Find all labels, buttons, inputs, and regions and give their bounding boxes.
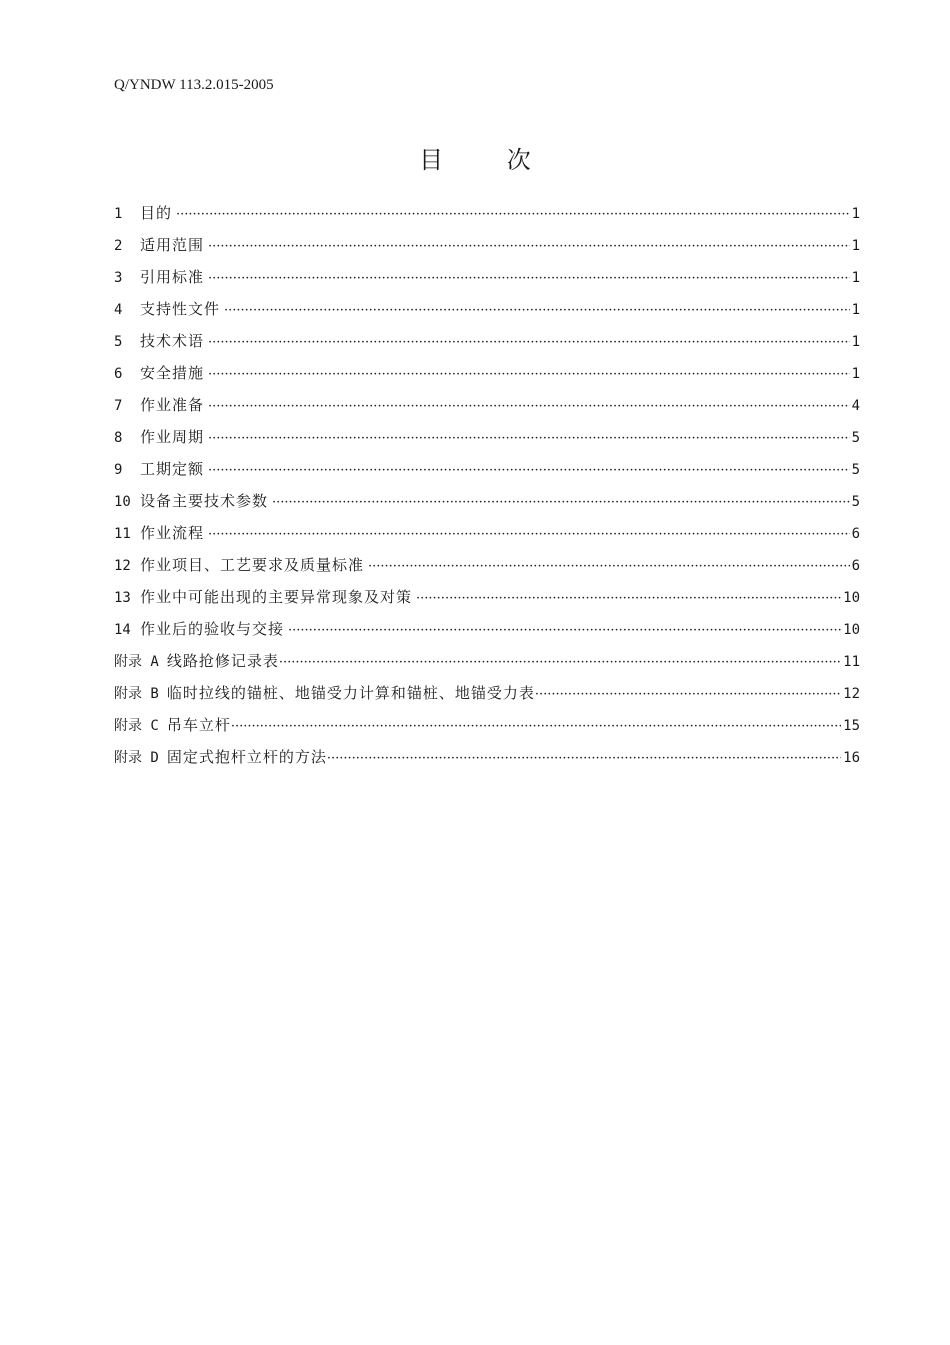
toc-entry-number: 8: [114, 430, 123, 446]
toc-entry-text: 安全措施: [140, 364, 205, 382]
toc-entry[interactable]: [114, 234, 860, 266]
toc-entry-text: 作业流程: [140, 524, 205, 542]
toc-entry-page: 1: [851, 334, 860, 350]
toc-entry-text: 支持性文件: [140, 300, 221, 318]
toc-entry[interactable]: [114, 330, 860, 362]
toc-leader: [208, 364, 850, 386]
toc-entry-page: 5: [851, 494, 860, 510]
toc-leader: [416, 588, 841, 610]
toc-entry-text: 引用标准: [140, 268, 205, 286]
table-of-contents: [114, 202, 860, 778]
toc-entry-text: 作业准备: [140, 396, 205, 414]
document-code: Q/YNDW 113.2.015-2005: [114, 77, 274, 93]
toc-entry-text: 技术术语: [140, 332, 205, 350]
toc-leader: [208, 268, 850, 290]
toc-entry-page: 1: [851, 302, 860, 318]
toc-entry-number: 附录 C: [114, 718, 159, 734]
toc-entry-page: 1: [851, 270, 860, 286]
toc-entry-text: 临时拉线的锚桩、地锚受力计算和锚桩、地锚受力表: [166, 684, 535, 702]
toc-leader: [368, 556, 850, 578]
toc-entry-text: 适用范围: [140, 236, 205, 254]
toc-entry-number: 5: [114, 334, 123, 350]
toc-leader: [208, 332, 850, 354]
toc-entry-number: 14: [114, 622, 131, 638]
toc-entry[interactable]: [114, 266, 860, 298]
toc-entry-appendix[interactable]: [114, 682, 860, 714]
toc-entry-text: 工期定额: [140, 460, 205, 478]
toc-entry-text: 目的: [140, 204, 173, 222]
toc-entry-number: 6: [114, 366, 123, 382]
toc-entry-page: 16: [843, 750, 860, 766]
toc-leader: [208, 396, 850, 418]
toc-entry[interactable]: [114, 586, 860, 618]
toc-entry-page: 1: [851, 366, 860, 382]
toc-leader: [208, 524, 850, 546]
toc-leader: [208, 236, 850, 258]
toc-entry-page: 11: [843, 654, 860, 670]
toc-entry-number: 1: [114, 206, 123, 222]
toc-entry-text: 固定式抱杆立杆的方法: [166, 748, 327, 766]
toc-entry-number: 3: [114, 270, 123, 286]
toc-leader: [327, 748, 841, 770]
toc-leader: [535, 684, 841, 706]
toc-entry-number: 11: [114, 526, 131, 542]
toc-leader: [224, 300, 850, 322]
toc-entry-text: 吊车立杆: [166, 716, 231, 734]
toc-entry-appendix[interactable]: [114, 714, 860, 746]
toc-leader: [288, 620, 841, 642]
toc-leader: [231, 716, 841, 738]
toc-entry-page: 15: [843, 718, 860, 734]
toc-entry-page: 10: [843, 590, 860, 606]
toc-entry[interactable]: [114, 618, 860, 650]
toc-entry-number: 7: [114, 398, 123, 414]
toc-leader: [279, 652, 841, 674]
toc-entry-number: 2: [114, 238, 123, 254]
toc-entry-number: 12: [114, 558, 131, 574]
toc-entry[interactable]: [114, 394, 860, 426]
toc-entry[interactable]: [114, 490, 860, 522]
toc-entry-page: 12: [843, 686, 860, 702]
toc-entry[interactable]: [114, 202, 860, 234]
toc-entry-text: 设备主要技术参数: [140, 492, 269, 510]
toc-leader: [208, 460, 850, 482]
toc-entry[interactable]: [114, 554, 860, 586]
toc-entry-number: 10: [114, 494, 131, 510]
toc-entry[interactable]: [114, 458, 860, 490]
toc-entry-number: 13: [114, 590, 131, 606]
toc-title: 目 次: [419, 146, 559, 174]
toc-entry-number: 4: [114, 302, 123, 318]
toc-entry-text: 作业周期: [140, 428, 205, 446]
toc-entry-page: 6: [851, 558, 860, 574]
toc-entry-number: 附录 B: [114, 686, 159, 702]
toc-entry-number: 附录 A: [114, 654, 159, 670]
toc-entry-page: 10: [843, 622, 860, 638]
toc-entry-page: 5: [851, 430, 860, 446]
toc-entry-appendix[interactable]: [114, 650, 860, 682]
toc-entry[interactable]: [114, 362, 860, 394]
toc-entry-text: 作业后的验收与交接: [140, 620, 285, 638]
toc-entry-text: 作业项目、工艺要求及质量标准: [140, 556, 365, 574]
toc-leader: [208, 428, 850, 450]
toc-entry-page: 5: [851, 462, 860, 478]
toc-entry[interactable]: [114, 522, 860, 554]
toc-entry-page: 1: [851, 238, 860, 254]
toc-entry[interactable]: [114, 298, 860, 330]
toc-entry[interactable]: [114, 426, 860, 458]
toc-entry-text: 作业中可能出现的主要异常现象及对策: [140, 588, 413, 606]
toc-entry-appendix[interactable]: [114, 746, 860, 778]
toc-leader: [176, 204, 850, 226]
toc-entry-number: 附录 D: [114, 750, 159, 766]
toc-leader: [272, 492, 850, 514]
toc-entry-page: 4: [851, 398, 860, 414]
toc-entry-page: 1: [851, 206, 860, 222]
toc-entry-page: 6: [851, 526, 860, 542]
toc-entry-number: 9: [114, 462, 123, 478]
toc-entry-text: 线路抢修记录表: [166, 652, 279, 670]
